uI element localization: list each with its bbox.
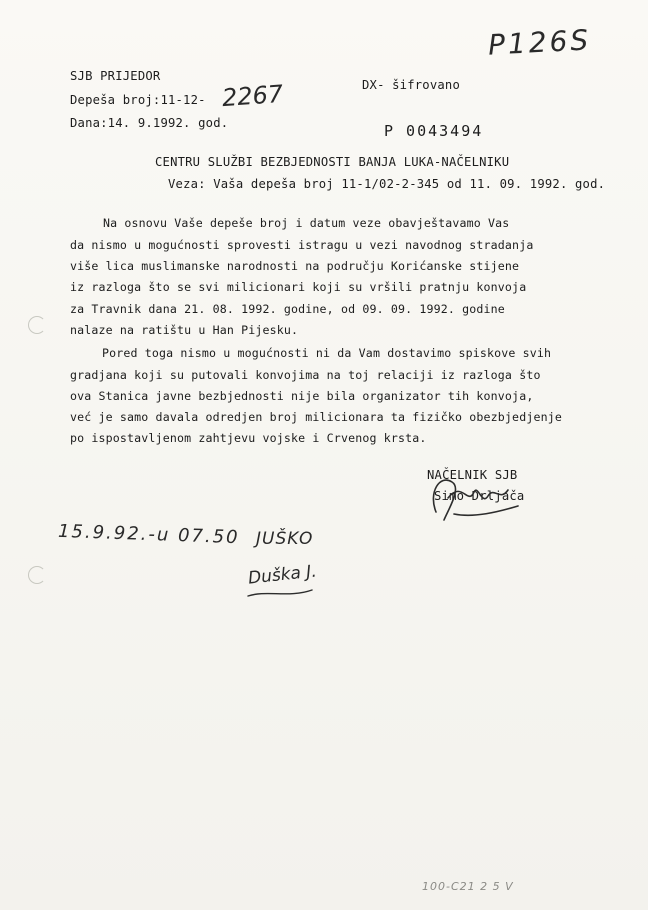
paragraph-line: iz razloga što se svi milicionari koji su vršili pratnju konvoja — [70, 280, 527, 294]
footer-mark: 100-C21 2 5 V — [422, 880, 514, 893]
punch-hole-top — [28, 316, 46, 334]
paragraph-line: više lica muslimanske narodnosti na području Korićanske stijene — [70, 259, 520, 273]
paragraph-line: za Travnik dana 21. 08. 1992. godine, od 09. 09. 1992. godine — [70, 302, 505, 316]
dispatch-number-handwritten: 2267 — [221, 79, 284, 113]
office-name: SJB PRIJEDOR — [70, 69, 161, 83]
paragraph-line: već je samo davala odredjen broj milicionara ta fizičko obezbjedjenje — [70, 410, 562, 424]
addressee: CENTRU SLUŽBI BEZBJEDNOSTI BANJA LUKA-NAČELNIKU — [155, 155, 510, 169]
paragraph-line: ova Stanica javne bezbjednosti nije bila organizator tih konvoja, — [70, 389, 534, 403]
paragraph-line: Pored toga nismo u mogućnosti ni da Vam dostavimo spiskove svih — [102, 346, 552, 360]
paragraph-line: nalaze na ratištu u Han Pijesku. — [70, 323, 299, 337]
signature-name: Simo Drljača — [434, 489, 525, 503]
classification: DX- šifrovano — [362, 78, 460, 92]
document-code: P 0043494 — [384, 122, 484, 140]
receipt-initials: JUŠKO — [256, 529, 314, 549]
reference-line: Veza: Vaša depeša broj 11-1/02-2-345 od 11. 09. 1992. god. — [168, 177, 606, 191]
paragraph-line: po ispostavljenom zahtjevu vojske i Crvenog krsta. — [70, 431, 427, 445]
archive-mark: P126S — [487, 23, 592, 62]
handwritten-signature — [418, 462, 528, 532]
dispatch-number-label: Depeša broj:11-12- — [70, 93, 206, 107]
punch-hole-bottom — [28, 566, 46, 584]
paragraph-line: gradjana koji su putovali konvojima na toj relaciji iz razloga što — [70, 368, 541, 382]
signature-title: NAČELNIK SJB — [427, 468, 518, 482]
date-line: Dana:14. 9.1992. god. — [70, 116, 229, 130]
receipt-signature-underline — [246, 586, 316, 600]
receipt-note: 15.9.92.-u 07.50 — [57, 520, 240, 549]
paragraph-line: da nismo u mogućnosti sprovesti istragu u vezi navodnog stradanja — [70, 238, 534, 252]
paragraph-line: Na osnovu Vaše depeše broj i datum veze obavještavamo Vas — [103, 216, 510, 230]
receipt-signature: Duška J. — [247, 561, 318, 589]
